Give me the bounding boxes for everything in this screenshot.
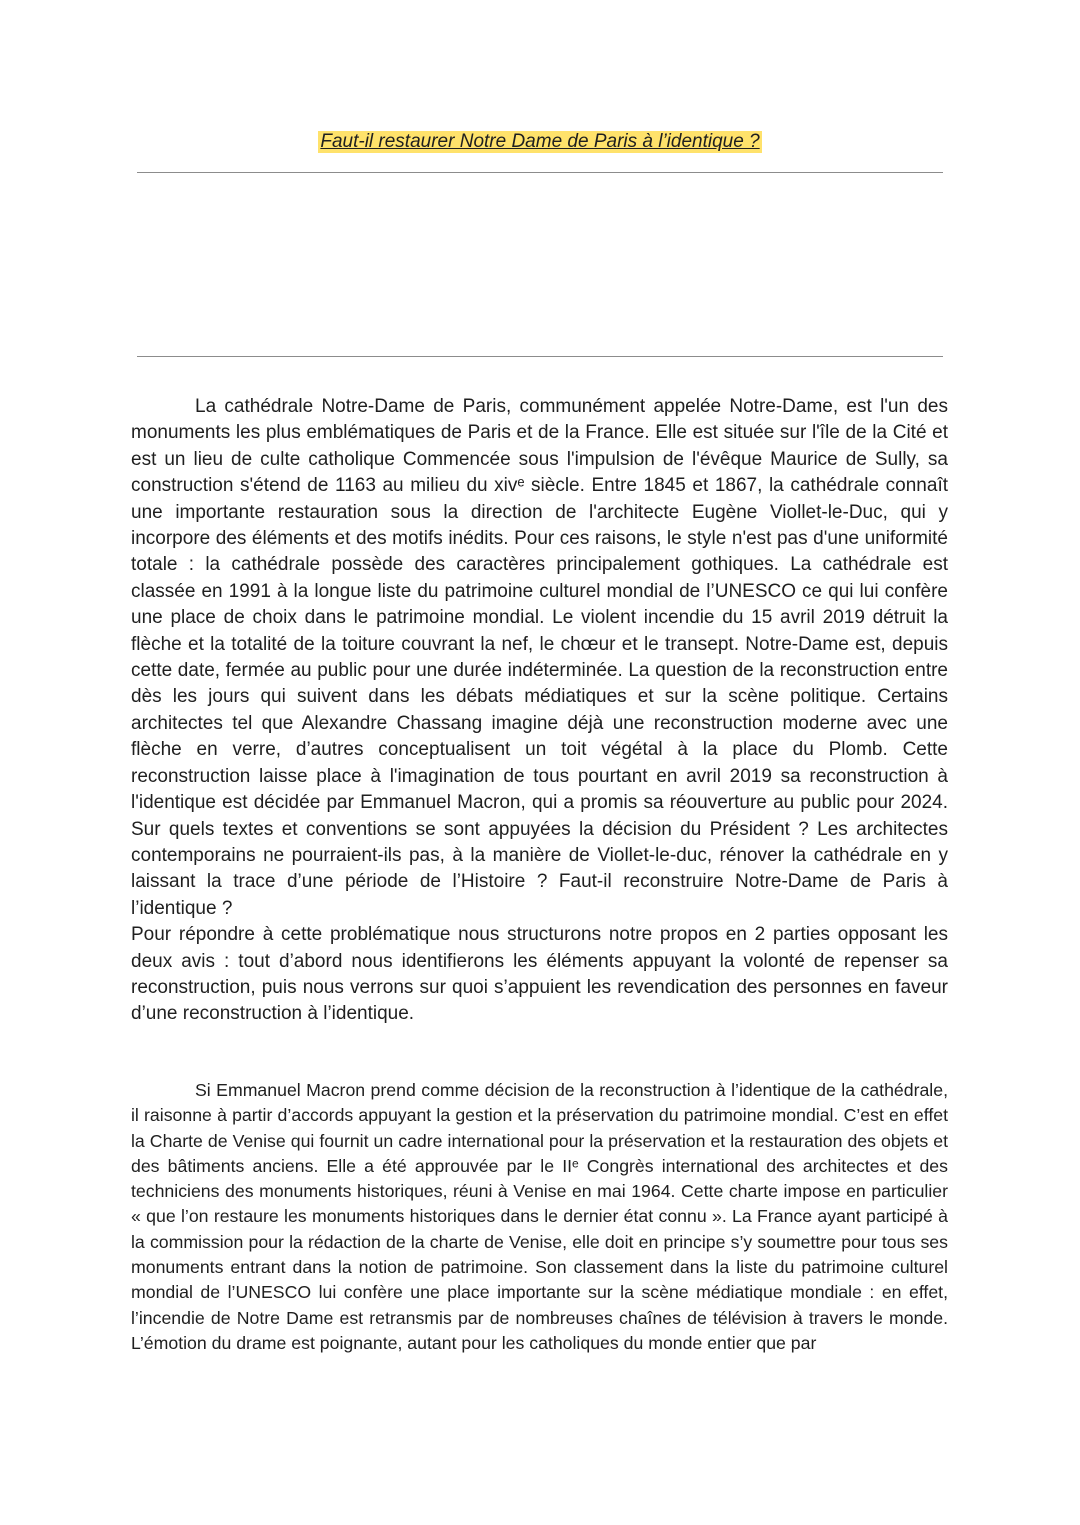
introduction-text: La cathédrale Notre-Dame de Paris, communément appelée Notre-Dame, est l'un des monuments les plus emblématiques de Paris et de la France. Elle est située sur l'île de la Cité et est un lieu de culte catholique Commencée sous l'impulsion de l'évêque Maurice de Sully, sa construction s'étend de 1163 au milieu du xivᵉ siècle. Entre 1845 et 1867, la cathédrale connaît une importante restauration sous la direction de l'architecte Eugène Viollet-le-Duc, qui y incorpore des éléments et des motifs inédits. Pour ces raisons, le style n'est pas d'une uniformité totale : la cathédrale possède des caractères principalement gothiques. La cathédrale est classée en 1991 à la longue liste du patrimoine culturel mondial de l’UNESCO ce qui lui confère une place de choix dans le patrimoine mondial. Le violent incendie du 15 avril 2019 détruit la flèche et la totalité de la toiture couvrant la nef, le chœur et le transept. Notre-Dame est, depuis cette date, fermée au public pour une durée indéterminée. La question de la reconstruction entre dès les jours qui suivent dans les débats médiatiques et sur la scène politique. Certains architectes tel que Alexandre Chassang imagine déjà une reconstruction moderne avec une flèche en verre, d’autres conceptualisent un toit végétal à la place du Plomb. Cette reconstruction laisse place à l'imagination de tous pourtant en avril 2019 sa reconstruction à l'identique est décidée par Emmanuel Macron, qui a promis sa réouverture au public pour 2024. Sur quels textes et conventions se sont appuyées la décision du Président ? Les architectes contemporains ne pourraient-ils pas, à la manière de Viollet-le-duc, rénover la cathédrale en y laissant la trace d’une période de l’Histoire ? Faut-il reconstruire Notre-Dame de Paris à l’identique ? [131,396,948,919]
introduction-paragraph [131,394,948,1028]
title-container [0,131,1080,153]
body-paragraph [131,1078,948,1356]
second-divider [137,356,943,357]
document-title: Faut-il restaurer Notre Dame de Paris à l’identique ? [320,131,760,152]
top-divider [137,172,943,173]
body-paragraph-text: Si Emmanuel Macron prend comme décision de la reconstruction à l’identique de la cathédrale, il raisonne à partir d’accords appuyant la gestion et la préservation du patrimoine mondial. C’est en effet la Charte de Venise qui fournit un cadre international pour la préservation et la restauration des objets et des bâtiments anciens. Elle a été approuvée par le IIᵉ Congrès international des architectes et des techniciens des monuments historiques, réuni à Venise en mai 1964. Cette charte impose en particulier « que l’on restaure les monuments historiques dans le dernier état connu ». La France ayant participé à la commission pour la rédaction de la charte de Venise, elle doit en principe s’y soumettre pour tous ses monuments entrant dans la notion de patrimoine. Son classement dans la liste du patrimoine culturel mondial de l’UNESCO lui confère une place importante sur la scène médiatique mondiale : en effet, l’incendie de Notre Dame est retransmis par de nombreuses chaînes de télévision à travers le monde. L’émotion du drame est poignante, autant pour les catholiques du monde entier que par [131,1080,948,1353]
problematic-text: Pour répondre à cette problématique nous structurons notre propos en 2 parties opposant les deux avis : tout d’abord nous identifierons les éléments appuyant la volonté de repenser sa reconstruction, puis nous verrons sur quoi s’appuient les revendication des personnes en faveur d’une reconstruction à l’identique. [131,924,948,1025]
